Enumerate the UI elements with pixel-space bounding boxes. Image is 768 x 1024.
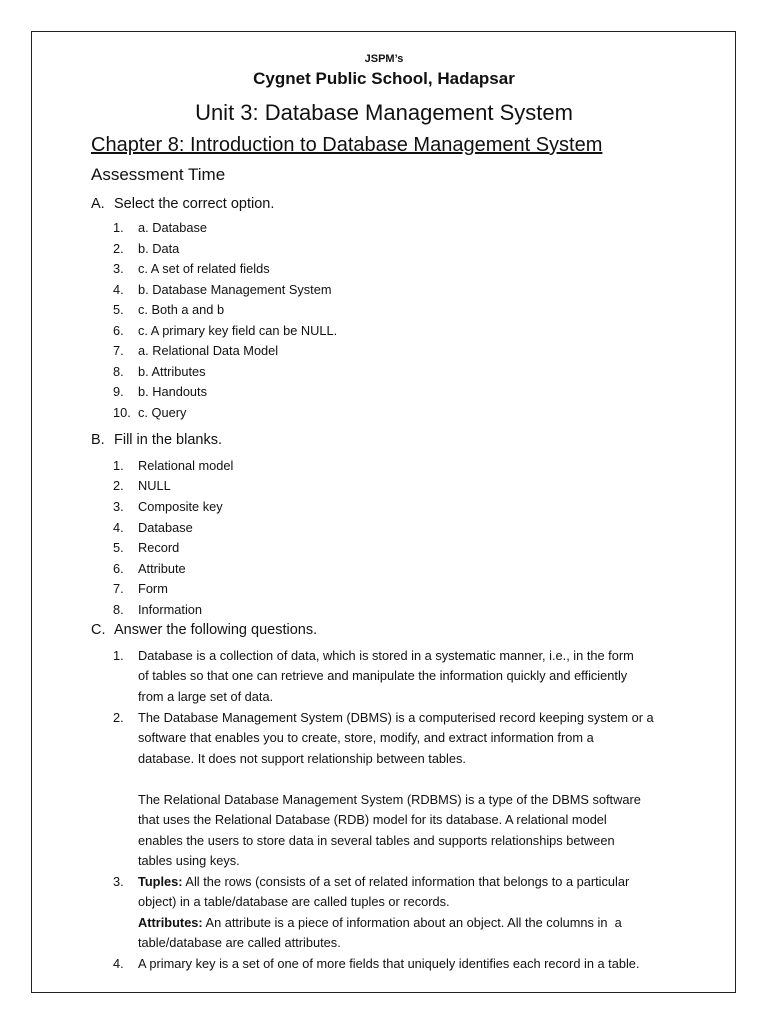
item-text: c. A set of related fields	[138, 261, 270, 276]
list-item	[113, 405, 186, 420]
list-item	[113, 261, 270, 276]
unit-title: Unit 3: Database Management System	[195, 100, 573, 125]
item-text: Database	[138, 520, 193, 535]
item-text: b. Database Management System	[138, 282, 332, 297]
answer-line: A primary key is a set of one of more fields that uniquely identifies each record in a table.	[138, 956, 640, 971]
item-number: 8.	[113, 602, 124, 617]
item-text: Composite key	[138, 499, 223, 514]
chapter-title: Chapter 8: Introduction to Database Management System	[91, 134, 603, 156]
item-text: a. Relational Data Model	[138, 343, 279, 358]
item-text: Relational model	[138, 458, 234, 473]
list-item	[113, 241, 179, 256]
item-number: 6.	[113, 561, 124, 576]
item-number: 5.	[113, 540, 124, 555]
item-text: Attribute	[138, 561, 186, 576]
tuples-term: Tuples:	[138, 874, 183, 889]
assessment-heading: Assessment Time	[91, 165, 226, 184]
section-a-letter: A.	[91, 196, 105, 212]
answer-line: that uses the Relational Database (RDB) model for its database. A relational model	[138, 812, 607, 827]
answer-line: from a large set of data.	[138, 689, 274, 704]
list-item	[113, 282, 331, 297]
answer-number: 3.	[113, 874, 124, 889]
item-text: Information	[138, 602, 203, 617]
item-number: 2.	[113, 478, 124, 493]
section-a-title: Select the correct option.	[114, 196, 275, 212]
item-text: b. Attributes	[138, 364, 206, 379]
list-item	[113, 540, 179, 555]
answer-line: The Database Management System (DBMS) is a computerised record keeping system or a	[138, 710, 654, 725]
answer-line	[138, 915, 622, 930]
section-b-letter: B.	[91, 432, 105, 448]
answer-line: table/database are called attributes.	[138, 935, 341, 950]
list-item	[113, 384, 207, 399]
list-item	[113, 561, 186, 576]
answer-line: enables the users to store data in several tables and supports relationships between	[138, 833, 615, 848]
school-name: Cygnet Public School, Hadapsar	[253, 69, 515, 88]
section-c-heading	[91, 622, 317, 638]
attributes-term: Attributes:	[138, 915, 203, 930]
item-number: 1.	[113, 458, 124, 473]
item-text: Form	[138, 581, 168, 596]
answer-line: of tables so that one can retrieve and manipulate the information quickly and efficiently	[138, 668, 628, 683]
item-number: 2.	[113, 241, 124, 256]
list-item	[113, 343, 278, 358]
list-item	[113, 520, 193, 535]
answer-line: The Relational Database Management System (RDBMS) is a type of the DBMS software	[138, 792, 641, 807]
item-number: 9.	[113, 384, 124, 399]
section-a-heading	[91, 196, 274, 212]
item-number: 8.	[113, 364, 124, 379]
answer-line: database. It does not support relationship between tables.	[138, 751, 466, 766]
item-text: a. Database	[138, 220, 208, 235]
list-item	[113, 323, 337, 338]
item-number: 4.	[113, 520, 124, 535]
item-number: 7.	[113, 343, 124, 358]
section-b-title: Fill in the blanks.	[114, 432, 222, 448]
list-item	[113, 364, 206, 379]
item-text: c. A primary key field can be NULL.	[138, 323, 338, 338]
list-item	[113, 302, 224, 317]
item-number: 6.	[113, 323, 124, 338]
tuples-definition: All the rows (consists of a set of related information that belongs to a particular	[182, 874, 630, 889]
list-item	[113, 220, 207, 235]
list-item	[113, 499, 223, 514]
item-text: b. Handouts	[138, 384, 208, 399]
answer-number: 1.	[113, 648, 124, 663]
item-number: 1.	[113, 220, 124, 235]
list-item	[113, 602, 202, 617]
item-text: c. Query	[138, 405, 187, 420]
answer-number: 2.	[113, 710, 124, 725]
answer-line: software that enables you to create, store, modify, and extract information from a	[138, 730, 594, 745]
list-item	[113, 581, 168, 596]
item-text: Record	[138, 540, 180, 555]
org-name: JSPM’s	[364, 53, 404, 65]
answer-line: object) in a table/database are called tuples or records.	[138, 894, 450, 909]
section-b-heading	[91, 432, 222, 448]
answer-line: Database is a collection of data, which is stored in a systematic manner, i.e., in the form	[138, 648, 634, 663]
answer-number: 4.	[113, 956, 124, 971]
item-number: 5.	[113, 302, 124, 317]
item-text: b. Data	[138, 241, 180, 256]
item-number: 10.	[113, 405, 131, 420]
item-number: 3.	[113, 499, 124, 514]
answer-line	[138, 874, 629, 889]
list-item	[113, 458, 233, 473]
section-c-letter: C.	[91, 622, 106, 638]
section-c-title: Answer the following questions.	[114, 622, 318, 638]
item-number: 3.	[113, 261, 124, 276]
item-number: 7.	[113, 581, 124, 596]
item-number: 4.	[113, 282, 124, 297]
item-text: NULL	[138, 478, 171, 493]
answer-line: tables using keys.	[138, 853, 240, 868]
item-text: c. Both a and b	[138, 302, 225, 317]
attributes-definition: An attribute is a piece of information about an object. All the columns in a	[202, 915, 622, 930]
list-item	[113, 478, 171, 493]
